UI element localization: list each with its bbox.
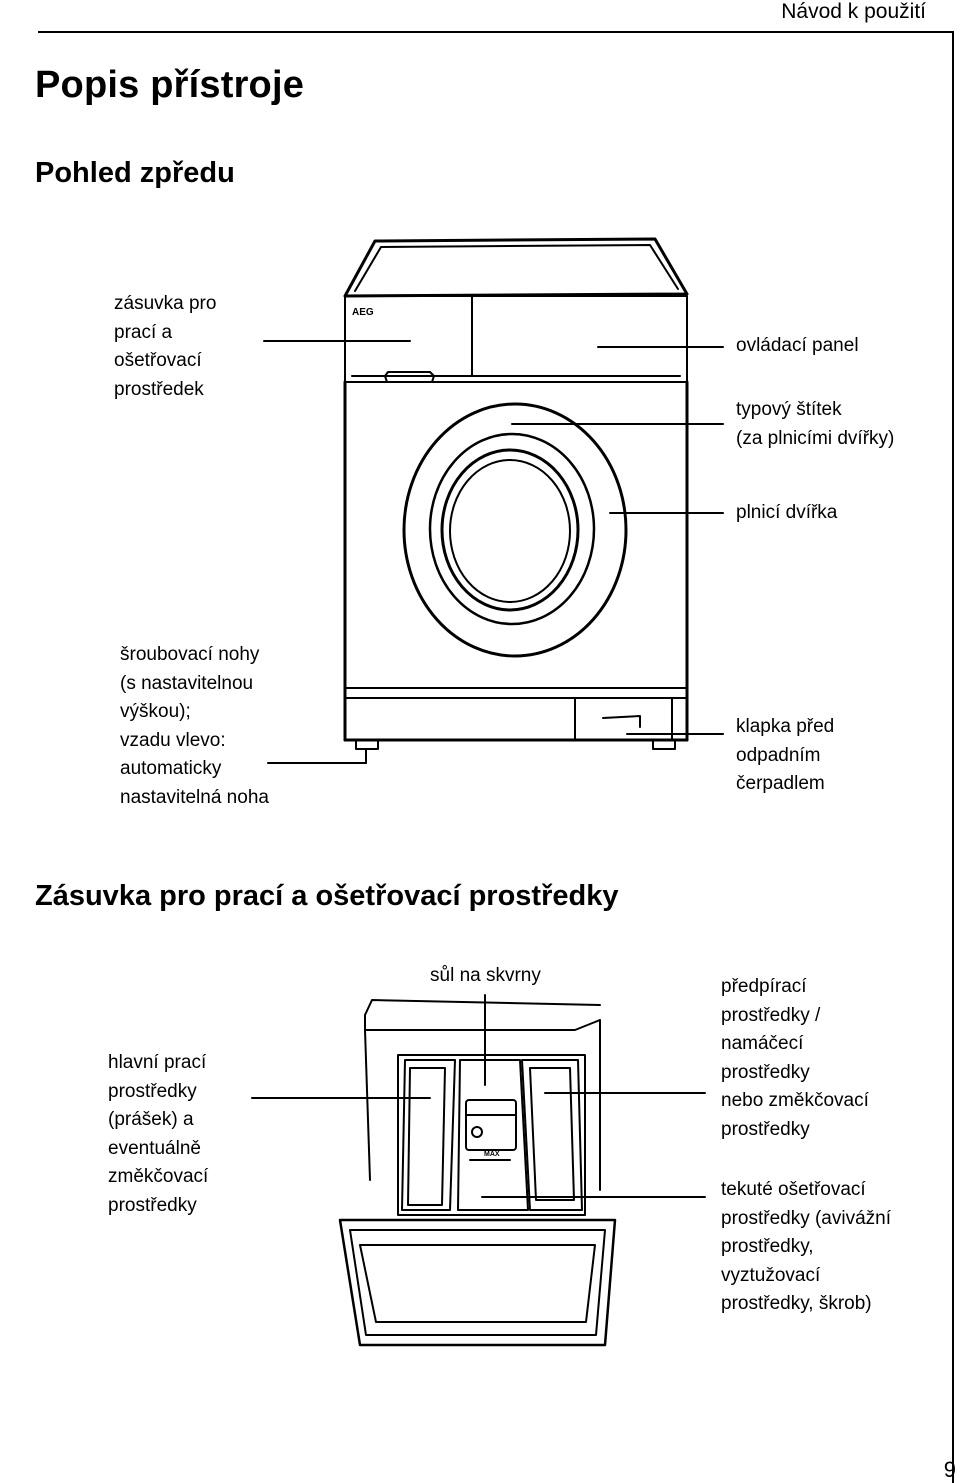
manual-label: Návod k použití: [781, 0, 926, 23]
stain-salt-label: sůl na skvrny: [430, 965, 541, 986]
prewash-label: předpírací prostředky / namáčecí prostředky nebo změkčovací prostředky: [721, 976, 869, 1140]
liquid-label: tekuté ošetřovací prostředky (avivážní prostředky, vyztužovací prostředky, škrob): [721, 1179, 892, 1315]
door-label: plnicí dvířka: [736, 502, 838, 523]
drawer-section-heading: Zásuvka pro prací a ošetřovací prostředky: [35, 880, 619, 912]
pump-flap-label: klapka před odpadním čerpadlem: [736, 716, 835, 795]
brand-logo: AEG: [352, 307, 374, 318]
feet-label: šroubovací nohy (s nastavitelnou výškou); vzadu vlevo: automaticky nastavitelná noha: [120, 644, 269, 808]
drawer-label: zásuvka pro prací a ošetřovací prostředek: [114, 293, 217, 400]
main-wash-label: hlavní prací prostředky (prášek) a eventuálně změkčovací prostředky: [108, 1052, 209, 1216]
page-title: Popis přístroje: [35, 64, 305, 106]
front-view-heading: Pohled zpředu: [35, 157, 235, 189]
max-mark: MAX: [484, 1151, 500, 1158]
page-number: 9: [943, 1457, 956, 1482]
rating-plate-label: typový štítek (za plnicími dvířky): [736, 399, 895, 449]
control-panel-label: ovládací panel: [736, 335, 859, 356]
